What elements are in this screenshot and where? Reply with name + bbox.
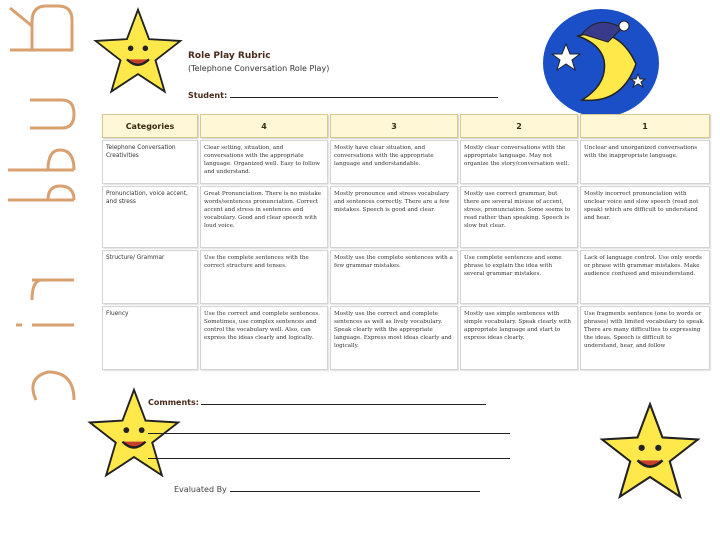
- column-header: 1: [580, 114, 710, 138]
- criteria-cell: Unclear and unorganized conversations with the inappropriate language.: [580, 140, 710, 184]
- student-name-field[interactable]: [230, 89, 498, 98]
- criteria-cell: Mostly pronounce and stress vocabulary and sentences correctly. There are a few mistakes. Speech is good and clear.: [330, 186, 458, 248]
- criteria-cell: Use the correct and complete sentences. Sometimes, use complex sentences and control the vocabulary well. Also, can express the ideas clearly and logically.: [200, 306, 328, 370]
- evaluator-field[interactable]: [230, 483, 480, 492]
- criteria-cell: Mostly use the complete sentences with a few grammar mistakes.: [330, 250, 458, 304]
- criteria-cell: Mostly have clear situation, and conversations with the appropriate language and understandable.: [330, 140, 458, 184]
- criteria-cell: Use fragments sentence (one to words or phrases) with limited vocabulary to speak. There are many difficulties to expressing the ideas. Speech is difficult to understand, hear, and follow: [580, 306, 710, 370]
- criteria-cell: Mostly use the correct and complete sentences as well as lively vocabulary. Speak clearly with the appropriate language. Express most ideas clearly and logically.: [330, 306, 458, 370]
- table-header-row: [102, 114, 710, 138]
- category-cell: Pronunciation, voice accent, and stress: [102, 186, 198, 248]
- category-cell: Fluency: [102, 306, 198, 370]
- category-cell: Telephone Conversation Creativities: [102, 140, 198, 184]
- student-label: Student:: [188, 91, 228, 100]
- side-word-graphic: [2, 0, 80, 540]
- comments-row: [148, 396, 486, 407]
- column-header: Categories: [102, 114, 198, 138]
- star-top-left-image: [92, 4, 184, 100]
- column-header: 3: [330, 114, 458, 138]
- table-row: [102, 186, 710, 248]
- table-row: [102, 250, 710, 304]
- criteria-cell: Mostly incorrect pronunciation with unclear voice and slow speech (read not speak) which are difficult to understand and hear.: [580, 186, 710, 248]
- criteria-cell: Clear setting, situation, and conversations with the appropriate language. Organized well. Easy to follow and understand.: [200, 140, 328, 184]
- criteria-cell: Use the complete sentences with the correct structure and tenses.: [200, 250, 328, 304]
- comments-field[interactable]: [201, 396, 486, 405]
- side-word-rubric: [2, 0, 80, 540]
- criteria-cell: Great Pronunciation. There is no mistake words/sentences pronunciation. Correct accent and stress in sentences and vocabulary. Good and clear speech with loud voice.: [200, 186, 328, 248]
- column-header: 2: [460, 114, 578, 138]
- comments-line-2[interactable]: [148, 433, 510, 434]
- criteria-cell: Mostly clear conversations with the appropriate language. May not organize the story/conversation well.: [460, 140, 578, 184]
- criteria-cell: Mostly use correct grammar, but there are several misuse of accent, stress, pronunciation. Some seems to read rather than speaking. Speech is slow but clear.: [460, 186, 578, 248]
- comments-line-3[interactable]: [148, 458, 510, 459]
- criteria-cell: Mostly use simple sentences with simple vocabulary. Speak clearly with appropriate language and start to express ideas clearly.: [460, 306, 578, 370]
- category-cell: Structure/ Grammar: [102, 250, 198, 304]
- criteria-cell: Use complete sentences and some phrase to explain the idea with several grammar mistakes.: [460, 250, 578, 304]
- criteria-cell: Lack of language control. Use only words or phrase with grammar mistakes. Make audience confused and misunderstand.: [580, 250, 710, 304]
- rubric-table: [100, 112, 712, 372]
- star-bottom-right-image: [598, 398, 702, 506]
- page-subtitle: (Telephone Conversation Role Play): [188, 64, 330, 73]
- comments-label: Comments:: [148, 398, 199, 407]
- moon-top-right-image: [538, 4, 664, 122]
- evaluated-row: [174, 483, 480, 494]
- table-row: [102, 140, 710, 184]
- table-row: [102, 306, 710, 370]
- student-row: [188, 89, 498, 100]
- column-header: 4: [200, 114, 328, 138]
- page-title: Role Play Rubric: [188, 51, 271, 61]
- evaluated-label: Evaluated By: [174, 485, 227, 494]
